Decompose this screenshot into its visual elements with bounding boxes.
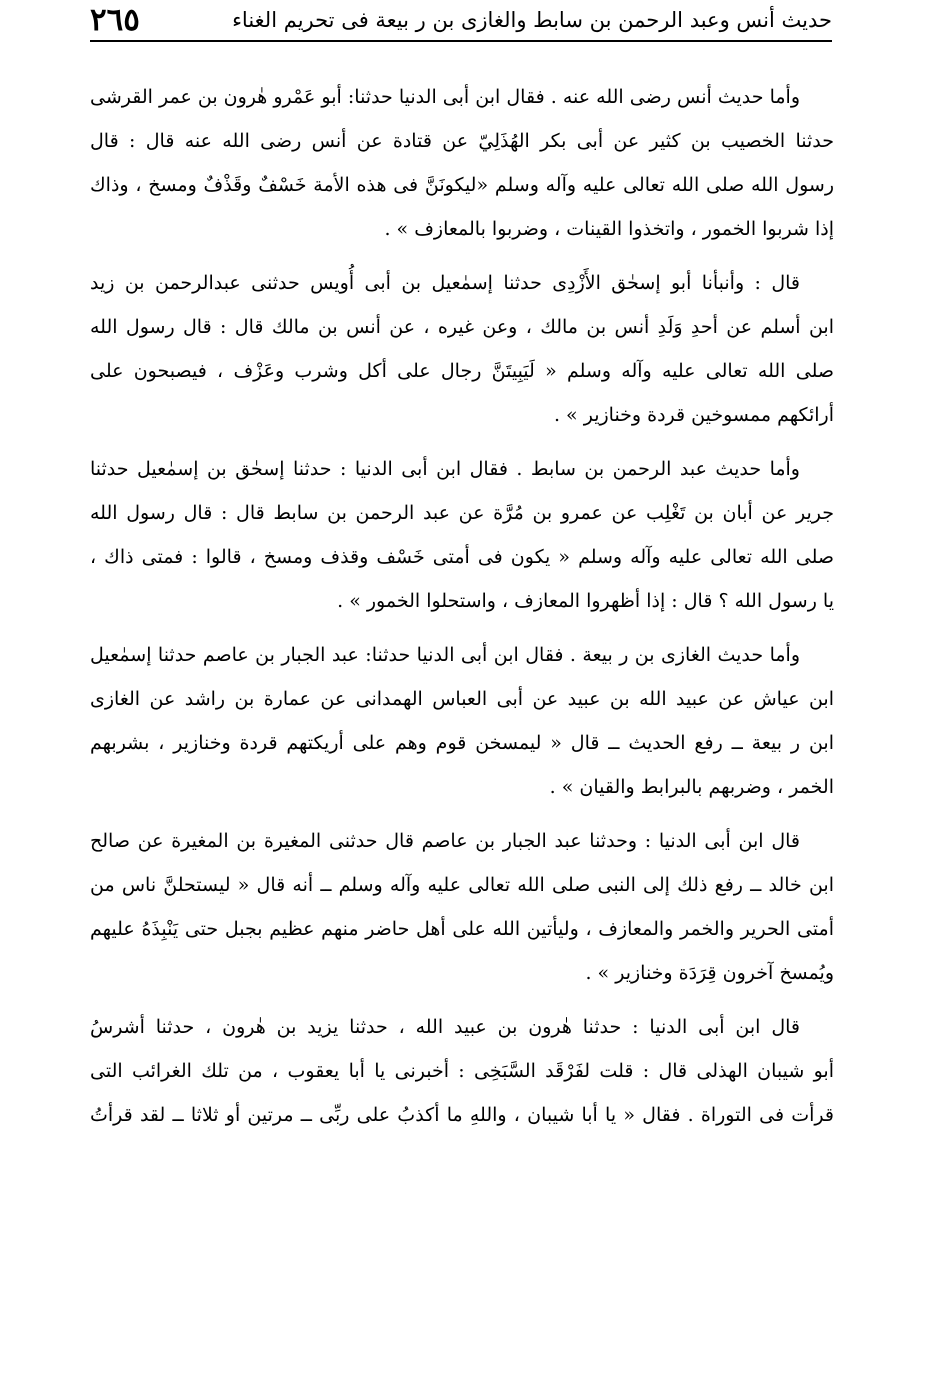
running-title: حديث أنس وعبد الرحمن بن سابط والغازى بن ر بيعة فى تحريم الغناء	[232, 8, 832, 32]
text-line: أمتى الحرير والخمر والمعازف ، وليأتين الله على أهل حاضر منهم عظيم بجبل حتى يَنْبِذَهُ عليهم	[90, 918, 834, 940]
body-text	[90, 75, 834, 1147]
text-line: الخمر ، وضربهم بالبرابط والقيان » .	[549, 776, 834, 798]
text-line: قرأت فى التوراة . فقال « يا أبا شيبان ، واللهِ ما أكذبُ على ربِّى ــ مرتين أو ثلاثا ــ لقد قرأتُ	[90, 1104, 834, 1126]
text-line: صلى الله تعالى عليه وآله وسلم « يكون فى أمتى خَسْف وقذف ومسخ ، قالوا : فمتى ذاك ،	[90, 546, 834, 568]
text-line: ابن ر بيعة ــ رفع الحديث ــ قال « ليمسخن قوم وهم على أريكتهم قردة وخنازير ، بشربهم	[90, 732, 834, 754]
text-line: ابن أسلم عن أحدِ وَلَدِ أنس بن مالك ، وعن غيره ، عن أنس بن مالك قال : قال رسول الله	[90, 316, 834, 338]
text-line: صلى الله تعالى عليه وآله وسلم « لَيَبِيتَنَّ رجال على أكل وشرب وعَزْف ، فيصبحون على	[90, 360, 834, 382]
paragraph-farqad	[90, 1005, 834, 1137]
paragraph-salih-ibn-khalid	[90, 819, 834, 995]
text-line: أرائكهم ممسوخين قردة وخنازير » .	[553, 404, 834, 426]
paragraph-abdurrahman-ibn-sabit	[90, 447, 834, 623]
text-line: قال : وأنبأنا أبو إسحٰق الأَزْدِى حدثنا إسمٰعيل بن أبى أُويس حدثنى عبدالرحمن بن زيد	[90, 272, 800, 294]
paragraph-ghazi-ibn-rabia	[90, 633, 834, 809]
text-line: ابن خالد ــ رفع ذلك إلى النبى صلى الله تعالى عليه وآله وسلم ــ أنه قال « ليستحلنَّ ناس من	[90, 874, 834, 896]
text-line: حدثنا الخصيب بن كثير عن أبى بكر الهُذَلِيّ عن قتادة عن أنس رضى الله عنه قال : قال	[90, 130, 834, 152]
text-line: جرير عن أبان بن تَغْلِب عن عمرو بن مُرَّة عن عبد الرحمن بن سابط قال : قال رسول الله	[90, 502, 834, 524]
text-line: يا رسول الله ؟ قال : إذا أظهروا المعازف ، واستحلوا الخمور » .	[337, 590, 834, 612]
text-line: ابن عياش عن عبيد الله بن عبيد عن أبى العباس الهمدانى عن عمارة بن راشد عن الغازى	[90, 688, 834, 710]
text-line: وأما حديث الغازى بن ر بيعة . فقال ابن أبى الدنيا حدثنا: عبد الجبار بن عاصم حدثنا إسمٰعيل	[90, 644, 800, 666]
text-line: قال ابن أبى الدنيا : وحدثنا عبد الجبار بن عاصم قال حدثنى المغيرة بن المغيرة عن صالح	[90, 830, 800, 852]
paragraph-anas	[90, 75, 834, 251]
text-line: وأما حديث عبد الرحمن بن سابط . فقال ابن أبى الدنيا : حدثنا إسحٰق بن إسمٰعيل حدثنا	[90, 458, 800, 480]
header-rule	[90, 40, 832, 42]
page-header	[90, 2, 832, 38]
text-line: إذا شربوا الخمور ، واتخذوا القينات ، وضربوا بالمعازف » .	[384, 218, 834, 240]
text-line: ويُمسخ آخرون قِرَدَة وخنازير » .	[585, 962, 834, 984]
text-line: قال ابن أبى الدنيا : حدثنا هٰرون بن عبيد الله ، حدثنا يزيد بن هٰرون ، حدثنا أشرسُ	[90, 1016, 800, 1038]
text-line: رسول الله صلى الله تعالى عليه وآله وسلم «ليكونَنَّ فى هذه الأمة خَسْفٌ وقَذْفٌ ومسخ ، وذاك	[90, 174, 834, 196]
text-line: أبو شيبان الهذلى قال : قلت لفَرْقَد السَّبَخِى : أخبرنى يا أبا يعقوب ، من تلك الغرائب التى	[90, 1060, 834, 1082]
text-line: وأما حديث أنس رضى الله عنه . فقال ابن أبى الدنيا حدثنا: أبو عَمْرو هٰرون بن عمر القرشى	[90, 86, 800, 108]
paragraph-anas-second	[90, 261, 834, 437]
page-number: ٢٦٥	[90, 2, 140, 38]
